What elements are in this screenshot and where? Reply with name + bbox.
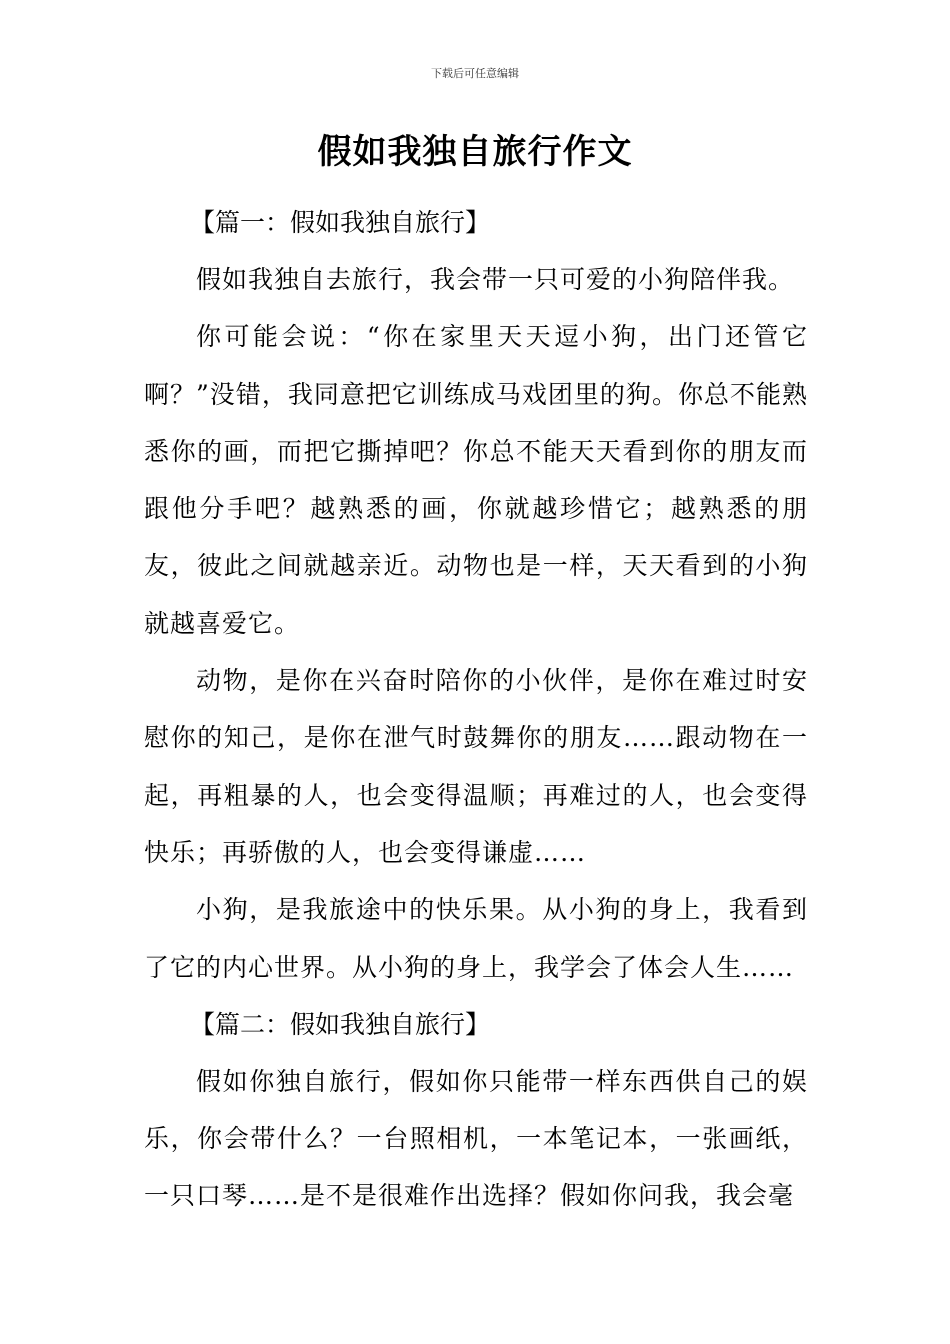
section-heading-1: 【篇一：假如我独自旅行】 [190,208,491,237]
header-note: 下载后可任意编辑 [431,67,519,80]
paragraph: 假如我独自去旅行，我会带一只可爱的小狗陪伴我。 [196,265,795,294]
paragraph: 你可能会说：“你在家里天天逗小狗，出门还管它啊？”没错，我同意把它训练成马戏团里的狗。你总不能熟悉你的画，而把它撕掉吧？你总不能天天看到你的朋友而跟他分手吧？越熟悉的画，你就越珍惜它；越熟悉的朋友，彼此之间就越亲近。动物也是一样，天天看到的小狗就越喜爱它。 [144,322,808,638]
document-title: 假如我独自旅行作文 [317,132,633,172]
document-body [144,194,808,1225]
paragraph: 小狗，是我旅途中的快乐果。从小狗的身上，我看到了它的内心世界。从小狗的身上，我学会了体会人生…… [144,895,808,982]
section-heading-2: 【篇二：假如我独自旅行】 [190,1009,491,1039]
paragraph: 动物，是你在兴奋时陪你的小伙伴，是你在难过时安慰你的知己，是你在泄气时鼓舞你的朋友……跟动物在一起，再粗暴的人，也会变得温顺；再难过的人，也会变得快乐；再骄傲的人，也会变得谦虚…… [144,666,808,867]
paragraph: 假如你独自旅行，假如你只能带一样东西供自己的娱乐，你会带什么？一台照相机，一本笔记本，一张画纸，一只口琴……是不是很难作出选择？假如你问我，我会毫 [144,1066,808,1211]
